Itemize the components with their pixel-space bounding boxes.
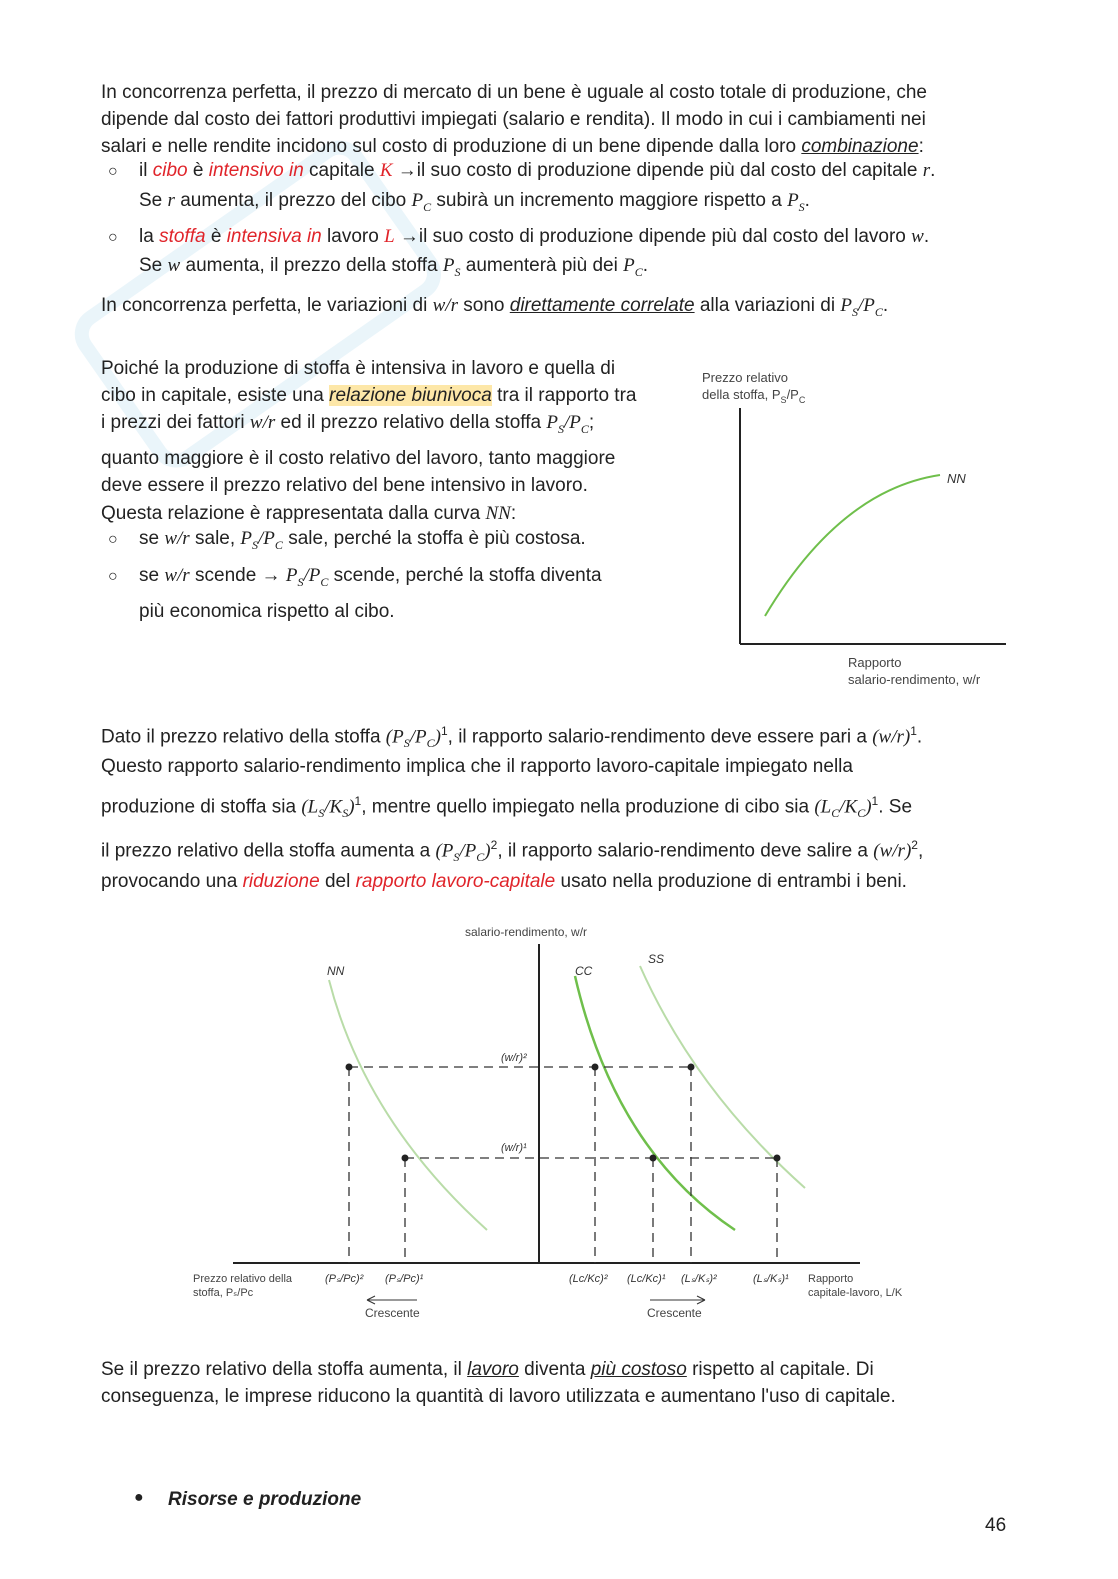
- ls2-label: (Lₛ/Kₛ)²: [681, 1273, 717, 1285]
- para3-line4: quanto maggiore è il costo relativo del lavoro, tanto maggiore: [101, 448, 616, 469]
- ps2-label: (Pₛ/Pᴄ)²: [325, 1273, 364, 1285]
- point: [592, 1064, 599, 1071]
- para3-line3: i prezzi dei fattori w/r ed il prezzo relativo della stoffa $P_S/P_C$;: [101, 412, 595, 436]
- page-number: 46: [985, 1515, 1007, 1536]
- bullet2-line2: Se w aumenta, il prezzo della stoffa $P_S$ aumenterà più dei $P_C$.: [139, 255, 649, 279]
- nn-curve: [329, 980, 487, 1230]
- para5-line1: Se il prezzo relativo della stoffa aumenta, il lavoro diventa più costoso rispetto al capitale. Di: [101, 1359, 874, 1380]
- ls1-label: (Lₛ/Kₛ)¹: [753, 1273, 789, 1285]
- point: [402, 1155, 409, 1162]
- chart2-left-label2: stoffa, Pₛ/Pᴄ: [193, 1287, 254, 1299]
- para3-line2: cibo in capitale, esiste una relazione biunivoca tra il rapporto tra: [101, 385, 637, 406]
- nn-curve-chart: [690, 360, 1020, 695]
- nn-curve: [765, 475, 940, 616]
- point: [688, 1064, 695, 1071]
- para3-bullet2: se w/r scende → $P_S/P_C$ scende, perché la stoffa diventa: [139, 565, 602, 589]
- para4-line5: provocando una riduzione del rapporto lavoro-capitale usato nella produzione di entrambi i beni.: [101, 871, 907, 892]
- chart2-top-label: salario-rendimento, w/r: [465, 925, 588, 939]
- point: [774, 1155, 781, 1162]
- point: [346, 1064, 353, 1071]
- bullet-circle: ○: [108, 163, 118, 180]
- para3-bullet2-cont: più economica rispetto al cibo.: [139, 601, 395, 622]
- para4-line1: Dato il prezzo relativo della stoffa $(P_S/P_C)^1$, il rapporto salario-rendimento deve essere pari a $(w/r)^1$.: [101, 724, 923, 751]
- point: [650, 1155, 657, 1162]
- section-bullet: ●: [134, 1489, 144, 1506]
- para1-line2: dipende dal costo dei fattori produttivi impiegati (salario e rendita). Il modo in cui i cambiamenti nei: [101, 109, 926, 130]
- bullet-circle: ○: [108, 568, 118, 585]
- ss-curve: [640, 966, 805, 1188]
- cc-curve: [575, 976, 735, 1230]
- factor-price-diagram: [185, 920, 935, 1330]
- section-title: Risorse e produzione: [168, 1489, 362, 1510]
- chart2-right-label2: capitale-lavoro, L/K: [808, 1287, 903, 1299]
- bullet-circle: ○: [108, 531, 118, 548]
- cc-label: CC: [575, 964, 593, 978]
- crescente-right: Crescente: [647, 1306, 702, 1320]
- ss-label: SS: [648, 952, 665, 966]
- nn-curve-label: NN: [947, 471, 966, 486]
- chart1-xlabel2: salario-rendimento, w/r: [848, 672, 981, 687]
- para1-line1: In concorrenza perfetta, il prezzo di mercato di un bene è uguale al costo totale di produzione, che: [101, 82, 927, 103]
- bullet1-line2: Se r aumenta, il prezzo del cibo $P_C$ subirà un incremento maggiore rispetto a $P_S$.: [139, 190, 810, 214]
- para3-line1: Poiché la produzione di stoffa è intensiva in lavoro e quella di: [101, 358, 616, 379]
- wr2-label: (w/r)²: [501, 1052, 527, 1064]
- para3-bullet1: se w/r sale, $P_S/P_C$ sale, perché la stoffa è più costosa.: [139, 528, 586, 552]
- para4-line2: Questo rapporto salario-rendimento implica che il rapporto lavoro-capitale impiegato nella: [101, 756, 853, 777]
- lc1-label: (Lᴄ/Kᴄ)¹: [627, 1273, 666, 1285]
- para5-line2: conseguenza, le imprese riducono la quantità di lavoro utilizzata e aumentano l'uso di capitale.: [101, 1386, 896, 1407]
- chart1-xlabel1: Rapporto: [848, 655, 902, 670]
- chart1-ylabel2: della stoffa, $P_S/P_C$: [702, 387, 806, 405]
- chart1-ylabel1: Prezzo relativo: [702, 370, 788, 385]
- ps1-label: (Pₛ/Pᴄ)¹: [385, 1273, 424, 1285]
- chart2-right-label1: Rapporto: [808, 1273, 854, 1285]
- para2: In concorrenza perfetta, le variazioni di w/r sono direttamente correlate alla variazioni di $P_S/P_C$.: [101, 295, 889, 319]
- chart2-left-label1: Prezzo relativo della: [193, 1273, 293, 1285]
- para4-line4: il prezzo relativo della stoffa aumenta a $(P_S/P_C)^2$, il rapporto salario-rendimento deve salire a $(w/r)^2$,: [101, 838, 924, 865]
- lc2-label: (Lᴄ/Kᴄ)²: [569, 1273, 608, 1285]
- bullet-circle: ○: [108, 229, 118, 246]
- bullet1-line1: il cibo è intensivo in capitale K →il suo costo di produzione dipende più dal costo del capitale r.: [139, 160, 936, 181]
- para3-line6: Questa relazione è rappresentata dalla curva NN:: [101, 503, 517, 524]
- bullet2-line1: la stoffa è intensiva in lavoro L →il suo costo di produzione dipende più dal costo del lavoro w.: [139, 226, 930, 247]
- crescente-left: Crescente: [365, 1306, 420, 1320]
- para4-line3: produzione di stoffa sia $(L_S/K_S)^1$, mentre quello impiegato nella produzione di cibo sia $(L_C/K_C)^1$. Se: [101, 794, 913, 821]
- wr1-label: (w/r)¹: [501, 1142, 527, 1154]
- para1-line3: salari e nelle rendite incidono sul costo di produzione di un bene dipende dalla loro combinazione:: [101, 136, 924, 157]
- para3-line5: deve essere il prezzo relativo del bene intensivo in lavoro.: [101, 475, 588, 496]
- nn-label: NN: [327, 964, 345, 978]
